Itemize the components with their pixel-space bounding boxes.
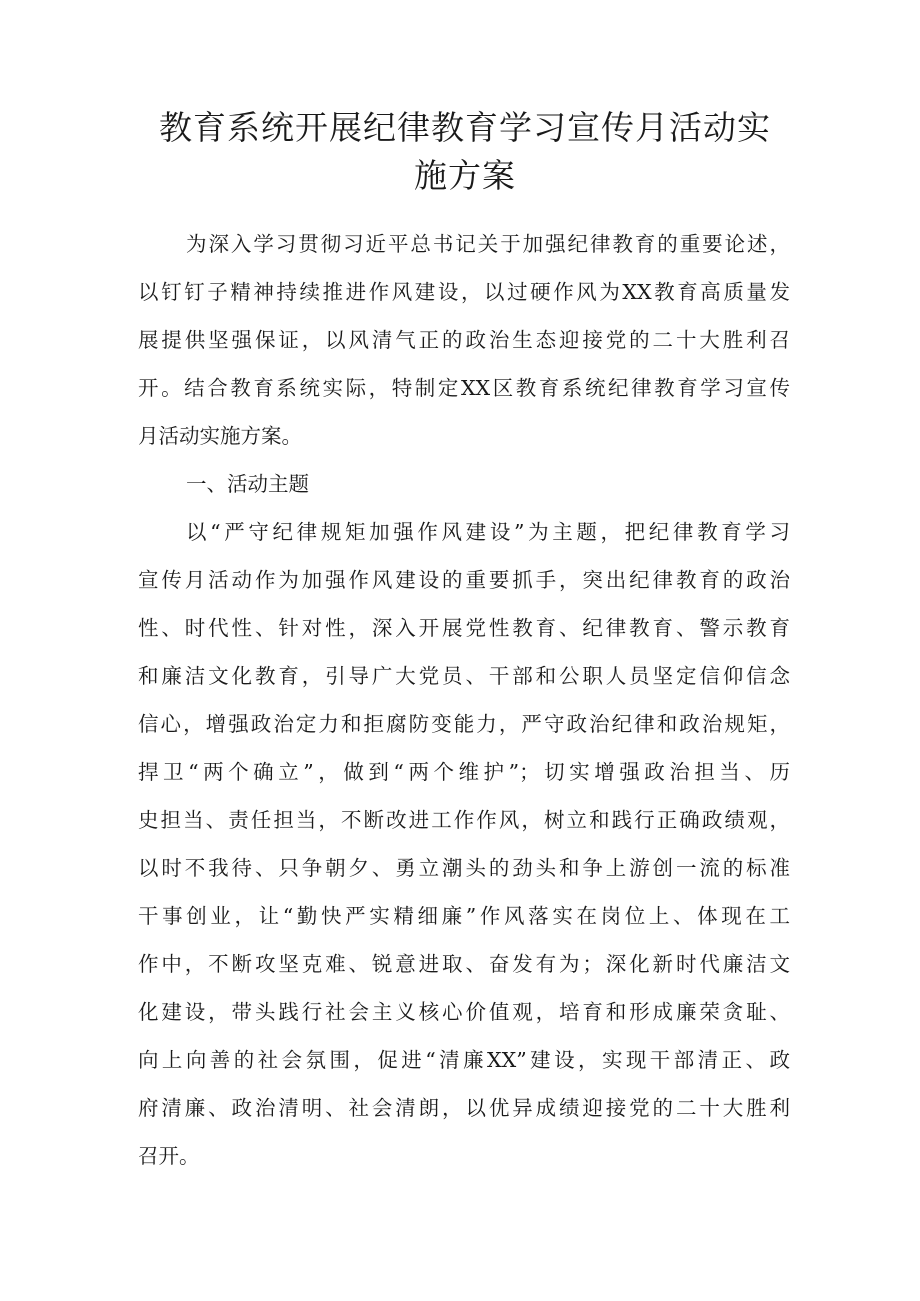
body-line-10: 作中，不断攻坚克难、锐意进取、奋发有为；深化新时代廉洁文 <box>138 952 790 976</box>
intro-line-3: 展提供坚强保证，以风清气正的政治生态迎接党的二十大胜利召 <box>138 328 790 352</box>
intro-line-5: 月活动实施方案。 <box>138 424 302 448</box>
body-line-5: 信心，增强政治定力和拒腐防变能力，严守政治纪律和政治规矩， <box>138 712 790 736</box>
intro-line-4: 开。结合教育系统实际，特制定XX区教育系统纪律教育学习宣传 <box>138 376 790 400</box>
body-line-7: 史担当、责任担当，不断改进工作作风，树立和践行正确政绩观， <box>138 808 790 832</box>
body-line-8: 以时不我待、只争朝夕、勇立潮头的劲头和争上游创一流的标准 <box>138 856 790 880</box>
body-line-12: 向上向善的社会氛围，促进“清廉XX”建设，实现干部清正、政 <box>138 1048 790 1072</box>
body-line-6: 捍卫“两个确立”，做到“两个维护”；切实增强政治担当、历 <box>138 760 790 784</box>
body-line-11: 化建设，带头践行社会主义核心价值观，培育和形成廉荣贪耻、 <box>138 1000 790 1024</box>
body-line-1: 以“严守纪律规矩加强作风建设”为主题，把纪律教育学习 <box>186 520 790 544</box>
section-heading: 一、活动主题 <box>186 472 309 496</box>
intro-line-2: 以钉钉子精神持续推进作风建设，以过硬作风为XX教育高质量发 <box>138 280 790 304</box>
document-title-line-2: 施方案 <box>414 156 516 195</box>
document-title-line-1: 教育系统开展纪律教育学习宣传月活动实 <box>159 108 771 147</box>
body-line-9: 干事创业，让“勤快严实精细廉”作风落实在岗位上、体现在工 <box>138 904 790 928</box>
body-line-2: 宣传月活动作为加强作风建设的重要抓手，突出纪律教育的政治 <box>138 568 790 592</box>
body-line-3: 性、时代性、针对性，深入开展党性教育、纪律教育、警示教育 <box>138 616 790 640</box>
body-line-4: 和廉洁文化教育，引导广大党员、干部和公职人员坚定信仰信念 <box>138 664 790 688</box>
body-line-13: 府清廉、政治清明、社会清朗，以优异成绩迎接党的二十大胜利 <box>138 1096 790 1120</box>
intro-line-1: 为深入学习贯彻习近平总书记关于加强纪律教育的重要论述， <box>186 232 790 256</box>
body-line-14: 召开。 <box>138 1144 200 1168</box>
